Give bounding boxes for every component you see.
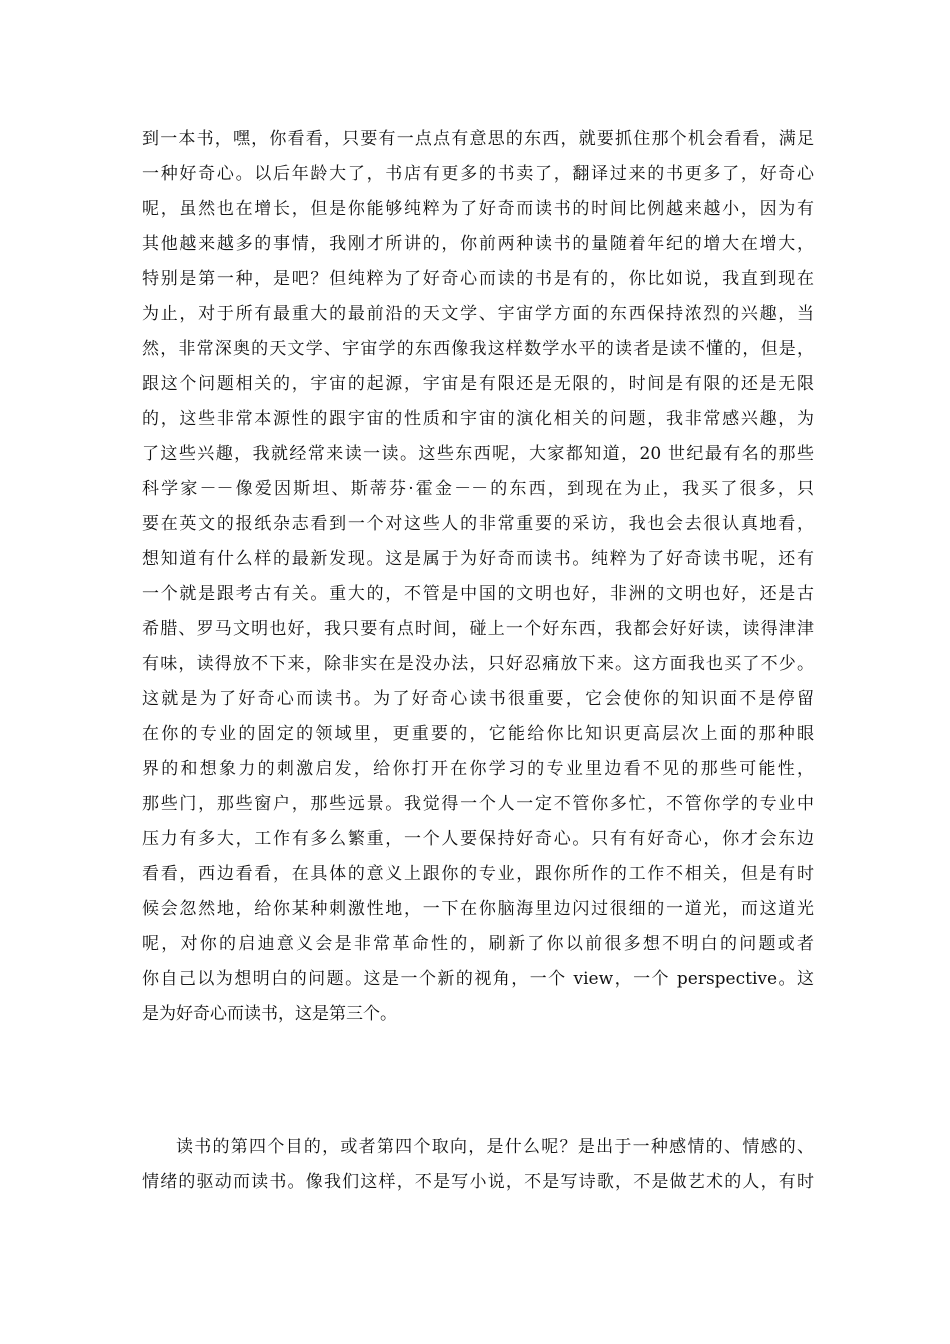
- paragraph-line: 跟这个问题相关的，宇宙的起源，宇宙是有限还是无限的，时间是有限的还是无限: [142, 374, 814, 394]
- paragraph-line: 呢，虽然也在增长，但是你能够纯粹为了好奇而读书的时间比例越来越小，因为有: [142, 199, 814, 219]
- paragraph-line: 看看，西边看看，在具体的意义上跟你的专业，跟你所作的工作不相关，但是有时: [142, 864, 814, 884]
- paragraph-line: 情绪的驱动而读书。像我们这样，不是写小说，不是写诗歌，不是做艺术的人，有时: [142, 1172, 814, 1192]
- paragraph-line: 一种好奇心。以后年龄大了，书店有更多的书卖了，翻译过来的书更多了，好奇心: [142, 164, 814, 184]
- paragraph-line: 希腊、罗马文明也好，我只要有点时间，碰上一个好东西，我都会好好读，读得津津: [142, 619, 814, 639]
- paragraph-line: 读书的第四个目的，或者第四个取向，是什么呢？是出于一种感情的、情感的、: [176, 1137, 814, 1157]
- paragraph-line: 压力有多大，工作有多么繁重，一个人要保持好奇心。只有有好奇心，你才会东边: [142, 829, 814, 849]
- paragraph-line: 一个就是跟考古有关。重大的，不管是中国的文明也好，非洲的文明也好，还是古: [142, 584, 814, 604]
- paragraph-line: 这就是为了好奇心而读书。为了好奇心读书很重要，它会使你的知识面不是停留: [142, 689, 814, 709]
- paragraph-emotion: [142, 1130, 814, 1200]
- paragraph-line: 候会忽然地，给你某种刺激性地，一下在你脑海里边闪过很细的一道光，而这道光: [142, 899, 814, 919]
- paragraph-line: 要在英文的报纸杂志看到一个对这些人的非常重要的采访，我也会去很认真地看，: [142, 514, 814, 534]
- paragraph-line: 你自己以为想明白的问题。这是一个新的视角，一个 view，一个 perspective。这: [142, 969, 814, 989]
- paragraph-line: 的，这些非常本源性的跟宇宙的性质和宇宙的演化相关的问题，我非常感兴趣，为: [142, 409, 814, 429]
- paragraph-line: 界的和想象力的刺激启发，给你打开在你学习的专业里边看不见的那些可能性，: [142, 759, 814, 779]
- paragraph-line: 然，非常深奥的天文学、宇宙学的东西像我这样数学水平的读者是读不懂的，但是，: [142, 339, 814, 359]
- paragraph-line: 为止，对于所有最重大的最前沿的天文学、宇宙学方面的东西保持浓烈的兴趣，当: [142, 304, 814, 324]
- paragraph-line: 那些门，那些窗户，那些远景。我觉得一个人一定不管你多忙，不管你学的专业中: [142, 794, 814, 814]
- paragraph-line: 有味，读得放不下来，除非实在是没办法，只好忍痛放下来。这方面我也买了不少。: [142, 654, 814, 674]
- paragraph-curiosity: [142, 122, 814, 1032]
- paragraph-line: 是为好奇心而读书，这是第三个。: [142, 1004, 397, 1024]
- paragraph-line: 科学家－－像爱因斯坦、斯蒂芬·霍金－－的东西，到现在为止，我买了很多，只: [142, 479, 814, 499]
- paragraph-line: 到一本书，嘿，你看看，只要有一点点有意思的东西，就要抓住那个机会看看，满足: [142, 129, 814, 149]
- paragraph-line: 想知道有什么样的最新发现。这是属于为好奇而读书。纯粹为了好奇读书呢，还有: [142, 549, 814, 569]
- paragraph-line: 在你的专业的固定的领域里，更重要的，它能给你比知识更高层次上面的那种眼: [142, 724, 814, 744]
- paragraph-line: 了这些兴趣，我就经常来读一读。这些东西呢，大家都知道，20 世纪最有名的那些: [142, 444, 814, 464]
- paragraph-line: 特别是第一种，是吧？但纯粹为了好奇心而读的书是有的，你比如说，我直到现在: [142, 269, 814, 289]
- paragraph-line: 其他越来越多的事情，我刚才所讲的，你前两种读书的量随着年纪的增大在增大，: [142, 234, 814, 254]
- paragraph-line: 呢，对你的启迪意义会是非常革命性的，刷新了你以前很多想不明白的问题或者: [142, 934, 814, 954]
